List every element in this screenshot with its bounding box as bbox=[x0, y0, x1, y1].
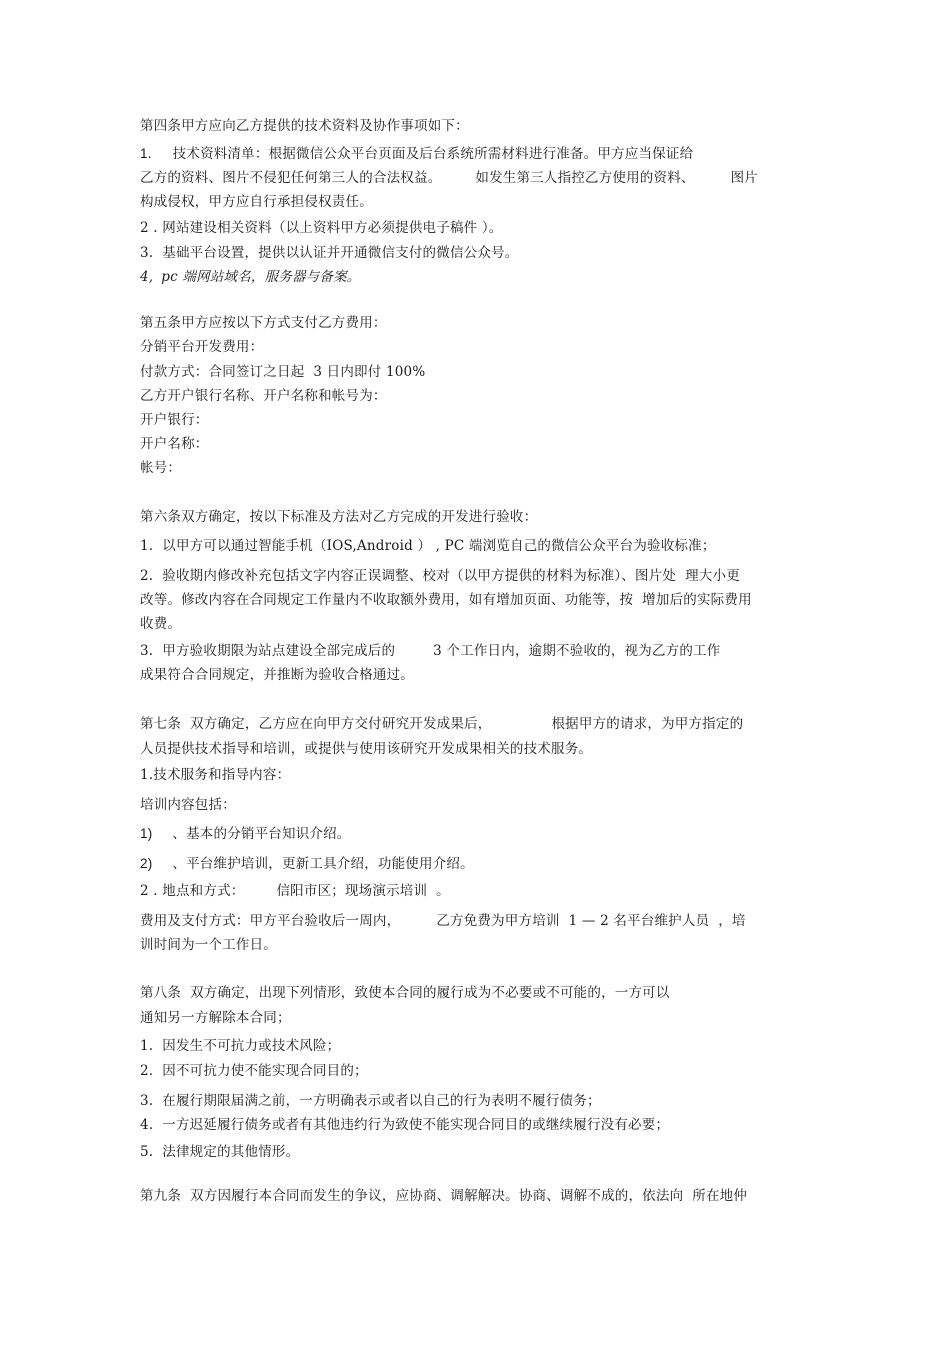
article6-item3-line1 bbox=[140, 642, 720, 660]
article4-item1-line3: 构成侵权，甲方应自行承担侵权责任。 bbox=[140, 194, 373, 210]
article4-item4-number: 4, bbox=[140, 269, 154, 285]
article7-heading-part-a: 第七条 双方确定，乙方应在向甲方交付研究开发成果后， bbox=[140, 716, 492, 732]
article4-item1-line1 bbox=[140, 145, 693, 163]
article5-line2: 付款方式：合同签订之日起 3 日内即付 100% bbox=[140, 364, 426, 380]
article4-item1-text: 技术资料清单：根据微信公众平台页面及后台系统所需材料进行准备。甲方应当保证给 bbox=[172, 146, 694, 162]
article9-heading: 第九条 双方因履行本合同而发生的争议，应协商、调解解决。协商、调解不成的，依法向 所在地仲 bbox=[140, 1188, 748, 1204]
article5-heading: 第五条甲方应按以下方式支付乙方费用： bbox=[140, 315, 387, 331]
article7-training-item2 bbox=[140, 855, 474, 873]
article7-training-item2-text: 、平台维护培训，更新工具介绍，功能使用介绍。 bbox=[172, 856, 474, 872]
article7-training-item1-text: 、基本的分销平台知识介绍。 bbox=[172, 826, 351, 842]
article4-item1-line2-part-b: 如发生第三人指控乙方使用的资料、 bbox=[475, 170, 695, 186]
article8-item5: 5. 法律规定的其他情形。 bbox=[140, 1144, 300, 1160]
article7-training-item1-number: 1) bbox=[140, 826, 153, 841]
article7-fee-part-b: 乙方免费为甲方培训 1 — 2 名平台维护人员 ，培 bbox=[436, 913, 746, 929]
article5-line4: 开户银行： bbox=[140, 412, 209, 428]
article6-heading: 第六条双方确定，按以下标准及方法对乙方完成的开发进行验收： bbox=[140, 509, 538, 525]
article7-training-item1 bbox=[140, 825, 351, 843]
article4-item3: 3. 基础平台设置，提供以认证并开通微信支付的微信公众号。 bbox=[140, 245, 519, 261]
article4-item4 bbox=[140, 268, 360, 286]
article6-item3-part-a: 3. 甲方验收期限为站点建设全部完成后的 bbox=[140, 643, 396, 659]
article6-item2-line2: 改等。修改内容在合同规定工作量内不收取额外费用，如有增加页面、功能等，按 增加后的实际费用 bbox=[140, 592, 752, 608]
article7-training-item2-number: 2) bbox=[140, 856, 153, 871]
article7-training-label: 培训内容包括： bbox=[140, 797, 236, 813]
article6-item2-line3: 收费。 bbox=[140, 616, 182, 632]
article7-heading-line1 bbox=[140, 715, 743, 733]
article7-sub2-label: 2 . 地点和方式： bbox=[140, 883, 245, 899]
article7-fee-line1 bbox=[140, 912, 746, 930]
article8-item3: 3. 在履行期限届满之前，一方明确表示或者以自己的行为表明不履行债务； bbox=[140, 1093, 601, 1109]
article8-item2: 2. 因不可抗力使不能实现合同目的； bbox=[140, 1063, 368, 1079]
article4-item4-text: pc 端网站域名，服务器与备案。 bbox=[161, 269, 361, 285]
article4-item1-line2-part-c: 图片 bbox=[730, 170, 759, 186]
article7-sub1: 1.技术服务和指导内容： bbox=[140, 767, 291, 783]
article7-heading-line2: 人员提供技术指导和培训，或提供与使用该研究开发成果相关的技术服务。 bbox=[140, 741, 593, 757]
article4-heading: 第四条甲方应向乙方提供的技术资料及协作事项如下： bbox=[140, 118, 469, 134]
article8-item1: 1. 因发生不可抗力或技术风险； bbox=[140, 1038, 341, 1054]
article7-heading-part-b: 根据甲方的请求，为甲方指定的 bbox=[551, 716, 744, 732]
article8-item4: 4. 一方迟延履行债务或者有其他违约行为致使不能实现合同目的或继续履行没有必要； bbox=[140, 1117, 670, 1133]
article4-item1-line2-part-a: 乙方的资料、图片不侵犯任何第三人的合法权益。 bbox=[140, 170, 442, 186]
article5-line5: 开户名称： bbox=[140, 436, 209, 452]
article4-item2: 2 . 网站建设相关资料（以上资料甲方必须提供电子稿件 ）。 bbox=[140, 220, 503, 236]
article8-heading-line1: 第八条 双方确定，出现下列情形，致使本合同的履行成为不必要或不可能的，一方可以 bbox=[140, 985, 670, 1001]
article6-item3-part-b: 3 个工作日内，逾期不验收的，视为乙方的工作 bbox=[433, 643, 721, 659]
article5-line3: 乙方开户银行名称、开户名称和帐号为： bbox=[140, 388, 387, 404]
article6-item3-line2: 成果符合合同规定，并推断为验收合格通过。 bbox=[140, 667, 414, 683]
article4-item1-line2 bbox=[140, 169, 758, 187]
article4-item1-number: 1. bbox=[140, 146, 152, 161]
article6-item1: 1. 以甲方可以通过智能手机（IOS,Android ） , PC 端浏览自己的微信公众平台为验收标准； bbox=[140, 538, 716, 554]
article6-item2-line1: 2. 验收期内修改补充包括文字内容正误调整、校对（以甲方提供的材料为标准）、图片处 理大小更 bbox=[140, 568, 740, 584]
article7-sub2-value: 信阳市区；现场演示培训 。 bbox=[276, 883, 450, 899]
article7-fee-line2: 训时间为一个工作日。 bbox=[140, 937, 277, 953]
article5-line1: 分销平台开发费用： bbox=[140, 339, 264, 355]
article7-fee-part-a: 费用及支付方式：甲方平台验收后一周内， bbox=[140, 913, 401, 929]
article8-heading-line2: 通知另一方解除本合同； bbox=[140, 1010, 291, 1026]
article5-line6: 帐号： bbox=[140, 460, 182, 476]
article7-sub2 bbox=[140, 882, 450, 900]
